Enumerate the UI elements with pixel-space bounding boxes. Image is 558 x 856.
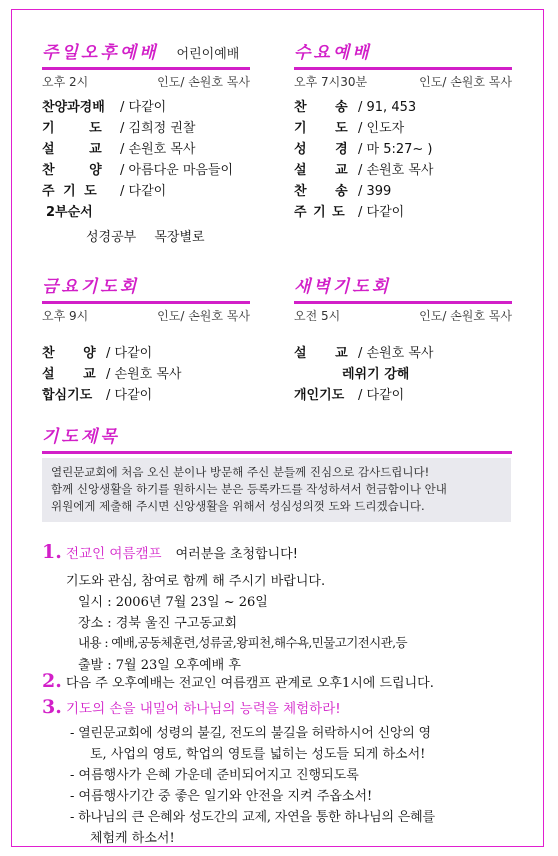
- item-line: 토, 사업의 영토, 학업의 영토를 넓히는 성도들 되게 하소서!: [90, 747, 426, 762]
- sunday-service: [42, 40, 250, 248]
- prayer-rule: [42, 451, 512, 454]
- item-line: - 여름행사가 은혜 가운데 준비되어지고 진행되도록: [70, 768, 359, 783]
- sunday-leader: 인도/ 손원호 목사: [157, 75, 250, 89]
- wednesday-row: 찬 송 / 399: [294, 184, 392, 199]
- prayer-section: [42, 424, 512, 454]
- sunday-meta: [42, 70, 250, 94]
- item-line: 체험케 하소서!: [90, 831, 175, 846]
- welcome-notice: [42, 458, 511, 522]
- friday-prayer: [42, 274, 250, 406]
- item-line: - 열린문교회에 성령의 불길, 전도의 불길을 허락하시어 신앙의 영: [70, 726, 431, 741]
- item-line: 내용 : 예배,공동체훈련,성류굴,왕피천,해수욕,민물고기전시관,등: [78, 635, 407, 650]
- notice-line: 열린문교회에 처음 오신 분이나 방문해 주신 분들께 진심으로 감사드립니다!: [51, 465, 430, 479]
- sunday-time: 오후 2시: [42, 75, 89, 89]
- item-text: 다음 주 오후예배는 전교인 여름캠프 관계로 오후1시에 드립니다.: [66, 676, 434, 691]
- dawn-row: 레위기 강해: [342, 367, 410, 382]
- item-number: 3.: [42, 696, 62, 718]
- sunday-title: [42, 40, 250, 66]
- dawn-row: 설 교 / 손원호 목사: [294, 346, 434, 361]
- wednesday-row: 기 도 / 인도자: [294, 121, 405, 136]
- dawn-title: 새벽기도회: [294, 277, 392, 297]
- wednesday-leader: 인도/ 손원호 목사: [419, 75, 512, 89]
- item-heading: 기도의 손을 내밀어 하나님의 능력을 체험하라!: [66, 701, 341, 717]
- wednesday-row: 설 교 / 손원호 목사: [294, 163, 434, 178]
- prayer-item-1: [42, 541, 298, 563]
- wednesday-title: 수요예배: [294, 43, 372, 63]
- dawn-row: 개인기도 / 다같이: [294, 388, 405, 403]
- prayer-item-3: [42, 696, 341, 718]
- sunday-part2-items: 성경공부 목장별로: [86, 230, 205, 245]
- wednesday-row: 주 기 도 / 다같이: [294, 205, 405, 220]
- wednesday-service: [294, 40, 512, 223]
- notice-line: 함께 신앙생활을 하기를 원하시는 분은 등록카드를 작성하셔서 헌금함이나 안내: [51, 482, 447, 496]
- friday-row: 합심기도 / 다같이: [42, 388, 153, 403]
- wednesday-meta: [294, 70, 512, 94]
- item-line: 출발 : 7월 23일 오후예배 후: [78, 658, 241, 673]
- prayer-title: 기도제목: [42, 427, 120, 447]
- friday-title: 금요기도회: [42, 277, 140, 297]
- sunday-row: 주 기 도 / 다같이: [42, 184, 167, 199]
- dawn-meta: [294, 304, 512, 328]
- sunday-part2: 2부순서: [46, 205, 93, 220]
- prayer-item-2: [42, 670, 434, 692]
- friday-row: 설 교 / 손원호 목사: [42, 367, 182, 382]
- wednesday-row: 성 경 / 마 5:27~ ): [294, 142, 433, 157]
- item-line: 장소 : 경북 울진 구고동교회: [78, 616, 238, 631]
- notice-line: 위원에게 제출해 주시면 신앙생활을 위해서 성심성의껏 도와 드리겠습니다.: [51, 499, 425, 513]
- sunday-row: 찬양과경배 / 다같이: [42, 100, 167, 115]
- friday-leader: 인도/ 손원호 목사: [157, 309, 250, 323]
- sunday-row: 설 교 / 손원호 목사: [42, 142, 196, 157]
- item-line: - 여름행사기간 중 좋은 일기와 안전을 지켜 주옵소서!: [70, 789, 373, 804]
- sunday-row: 기 도 / 김희정 권찰: [42, 121, 196, 136]
- friday-row: 찬 양 / 다같이: [42, 346, 153, 361]
- friday-time: 오후 9시: [42, 309, 89, 323]
- sunday-row: 찬 양 / 아름다운 마음들이: [42, 163, 234, 178]
- item-heading: 전교인 여름캠프: [66, 546, 162, 562]
- item-number: 2.: [42, 670, 62, 692]
- item-heading-tail: 여러분을 초청합니다!: [175, 547, 298, 562]
- sunday-sub: 어린이예배: [176, 47, 240, 62]
- wednesday-row: 찬 송 / 91, 453: [294, 100, 417, 115]
- friday-meta: [42, 304, 250, 328]
- dawn-prayer: [294, 274, 512, 406]
- wednesday-time: 오후 7시30분: [294, 75, 368, 89]
- dawn-leader: 인도/ 손원호 목사: [419, 309, 512, 323]
- sunday-title-text: 주일오후예배: [42, 43, 159, 63]
- item-line: - 하나님의 큰 은혜와 성도간의 교제, 자연을 통한 하나님의 은혜를: [70, 810, 435, 825]
- item-line: 일시 : 2006년 7월 23일 ~ 26일: [78, 595, 268, 610]
- item-line: 기도와 관심, 참여로 함께 해 주시기 바랍니다.: [66, 574, 326, 589]
- item-number: 1.: [42, 541, 62, 563]
- dawn-time: 오전 5시: [294, 309, 341, 323]
